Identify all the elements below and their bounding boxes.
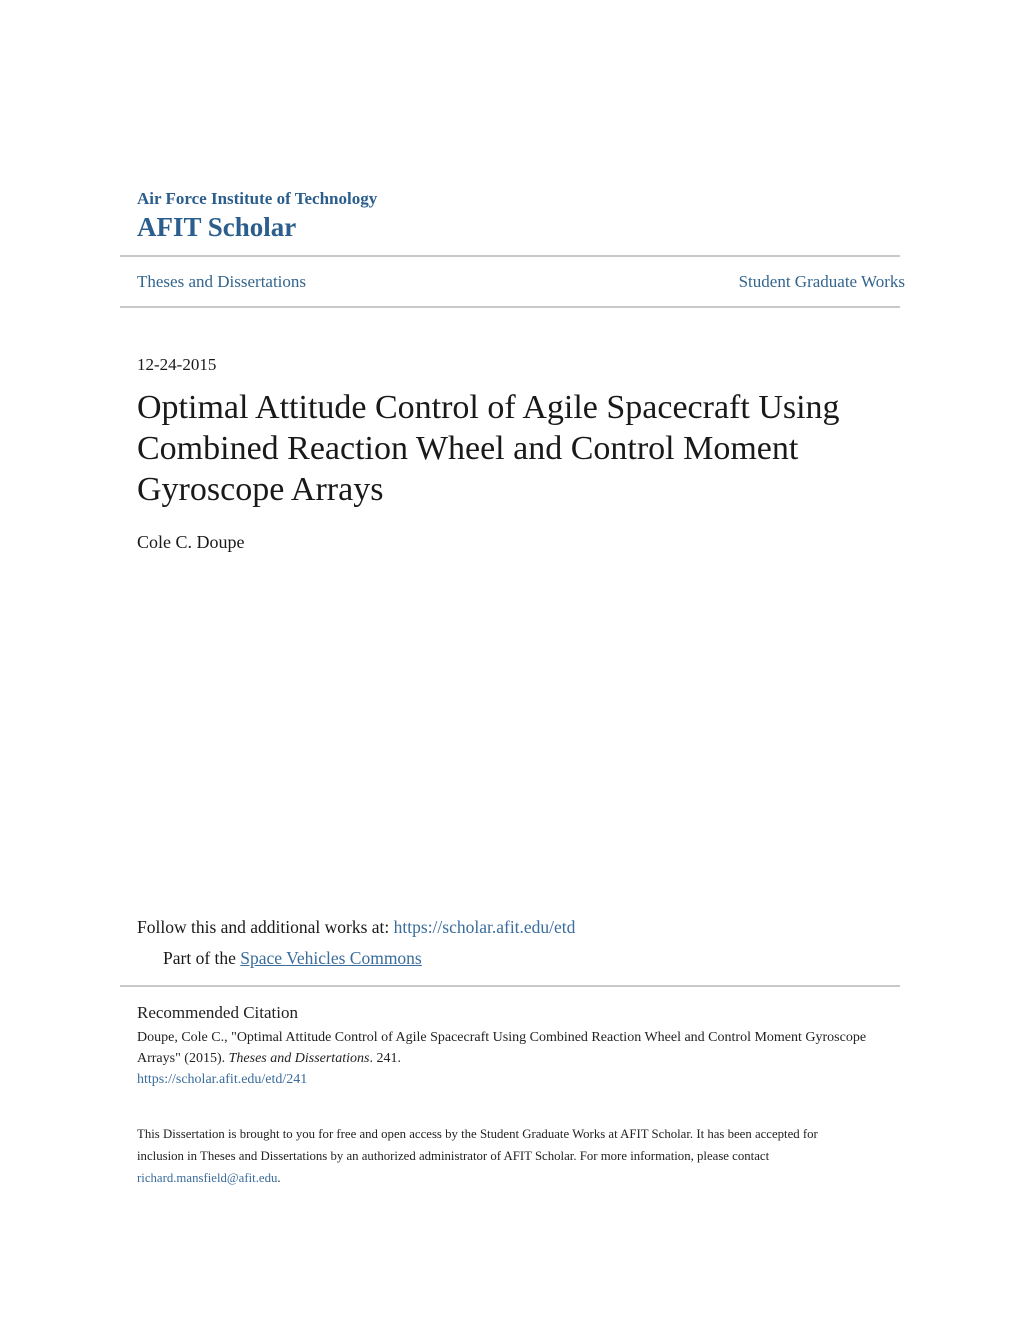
citation-url-link[interactable]: https://scholar.afit.edu/etd/241 xyxy=(137,1072,308,1087)
citation-text: Doupe, Cole C., "Optimal Attitude Control of Agile Spacecraft Using Combined Reaction Wheel and Control Moment Gyroscope Arrays" (2015). xyxy=(137,1030,867,1066)
cover-page xyxy=(137,0,905,1189)
author-name: Cole C. Doupe xyxy=(137,532,245,552)
nav-divider xyxy=(120,306,900,308)
access-statement xyxy=(137,1123,863,1189)
part-of-line xyxy=(137,946,905,970)
publication-date: 12-24-2015 xyxy=(137,355,217,374)
institution-name: Air Force Institute of Technology xyxy=(137,189,378,208)
repository-title: AFIT Scholar xyxy=(137,212,297,242)
citation-journal-title: Theses and Dissertations xyxy=(228,1051,370,1066)
citation-record-number: . 241. xyxy=(369,1051,401,1066)
citation-url-line xyxy=(137,1069,882,1090)
follow-works-line xyxy=(137,915,905,939)
community-link-student-graduate-works[interactable]: Student Graduate Works xyxy=(738,272,905,291)
breadcrumb-row xyxy=(137,272,905,292)
document-title xyxy=(137,387,905,510)
access-statement-period: . xyxy=(277,1171,281,1185)
recommended-citation-heading: Recommended Citation xyxy=(137,1003,298,1022)
follow-works-label: Follow this and additional works at: xyxy=(137,917,394,937)
collection-link-theses-and-dissertations[interactable]: Theses and Dissertations xyxy=(137,272,307,291)
recommended-citation-text xyxy=(137,1027,882,1090)
access-statement-text: This Dissertation is brought to you for free and open access by the Student Graduate Works at AFIT Scholar. It has been accepted for inclusion in Theses and Dissertations by an authorized administrator of AFIT Scholar. For more information, please contact xyxy=(137,1127,818,1163)
part-of-label: Part of the xyxy=(163,948,241,968)
citation-divider xyxy=(120,985,900,987)
header-divider xyxy=(120,255,900,257)
space-vehicles-commons-link[interactable]: Space Vehicles Commons xyxy=(240,948,422,968)
collection-url-link[interactable]: https://scholar.afit.edu/etd xyxy=(393,917,576,937)
repository-header xyxy=(137,0,905,244)
title-line-3: Gyroscope Arrays xyxy=(137,471,384,508)
title-line-1: Optimal Attitude Control of Agile Spacecraft Using xyxy=(137,389,840,426)
contact-email-link[interactable]: richard.mansfield@afit.edu xyxy=(137,1171,278,1185)
title-line-2: Combined Reaction Wheel and Control Moment xyxy=(137,430,799,467)
